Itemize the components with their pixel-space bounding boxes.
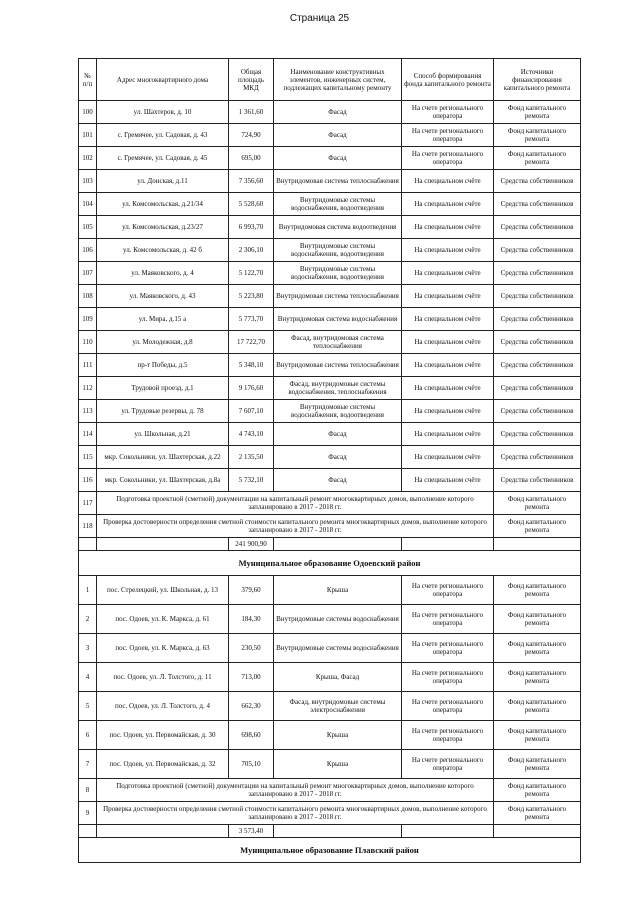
total-value-a: 241 900,90 — [229, 538, 274, 551]
row-method: На счете регионального оператора — [402, 147, 494, 170]
row-area: 698,60 — [229, 721, 274, 750]
table-row — [79, 605, 581, 634]
table-row — [79, 446, 581, 469]
row-num: 117 — [79, 492, 97, 515]
header-num: № п/п — [79, 59, 97, 101]
row-elements: Внутридомовые системы водоснабжения, водоотведения — [274, 193, 402, 216]
row-num: 106 — [79, 239, 97, 262]
row-description: Проверка достоверности определения сметной стоимости капитального ремонта многоквартирных домов, выполнение которого запланировано в 2017 - 2018 гг. — [97, 802, 494, 825]
table-row — [79, 377, 581, 400]
row-area: 2 306,10 — [229, 239, 274, 262]
row-num: 107 — [79, 262, 97, 285]
row-address: пос. Стрелецкий, ул. Школьная, д. 13 — [97, 576, 229, 605]
row-num: 100 — [79, 101, 97, 124]
row-source: Средства собственников — [494, 423, 581, 446]
row-num: 101 — [79, 124, 97, 147]
row-source: Фонд капитального ремонта — [494, 750, 581, 779]
header-area: Общая площадь МКД — [229, 59, 274, 101]
table-row — [79, 308, 581, 331]
row-elements: Фасад, внутридомовые системы электроснабжения — [274, 692, 402, 721]
row-source: Средства собственников — [494, 262, 581, 285]
row-address: мкр. Сокольники, ул. Шахтерская, д.8а — [97, 469, 229, 492]
row-num: 113 — [79, 400, 97, 423]
row-source: Фонд капитального ремонта — [494, 492, 581, 515]
row-address: ул. Комсомольская, д.23/27 — [97, 216, 229, 239]
row-num: 102 — [79, 147, 97, 170]
row-area: 9 176,60 — [229, 377, 274, 400]
row-elements: Внутридомовая система водоснабжения — [274, 308, 402, 331]
row-method: На специальном счёте — [402, 377, 494, 400]
row-method: На специальном счёте — [402, 469, 494, 492]
header-source: Источники финансирования капитального ремонта — [494, 59, 581, 101]
row-elements: Внутридомовые системы водоснабжения — [274, 634, 402, 663]
row-area: 2 135,50 — [229, 446, 274, 469]
table-row — [79, 147, 581, 170]
row-area: 705,10 — [229, 750, 274, 779]
row-num: 8 — [79, 779, 97, 802]
row-area: 5 732,10 — [229, 469, 274, 492]
header-method: Способ формирования фонда капитального ремонта — [402, 59, 494, 101]
row-num: 2 — [79, 605, 97, 634]
row-method: На счете регионального оператора — [402, 124, 494, 147]
row-area: 7 356,60 — [229, 170, 274, 193]
row-description: Проверка достоверности определения сметной стоимости капитального ремонта многоквартирных домов, выполнение которого запланировано в 2017 - 2018 гг. — [97, 515, 494, 538]
row-source: Фонд капитального ремонта — [494, 124, 581, 147]
row-num: 103 — [79, 170, 97, 193]
total-row-b — [79, 825, 581, 838]
row-area: 4 743,10 — [229, 423, 274, 446]
section-header-row — [79, 551, 581, 576]
table-row — [79, 469, 581, 492]
row-source: Средства собственников — [494, 354, 581, 377]
row-method: На счете регионального оператора — [402, 605, 494, 634]
row-elements: Фасад — [274, 124, 402, 147]
row-address: ул. Комсомольская, д.21/34 — [97, 193, 229, 216]
row-source: Средства собственников — [494, 377, 581, 400]
row-source: Средства собственников — [494, 216, 581, 239]
row-source: Фонд капитального ремонта — [494, 101, 581, 124]
row-elements: Фасад, внутридомовые системы водоснабжения, теплоснабжения — [274, 377, 402, 400]
row-area: 5 122,70 — [229, 262, 274, 285]
table-row — [79, 285, 581, 308]
row-address: пос. Одоев, ул. К. Маркса, д. 61 — [97, 605, 229, 634]
row-area: 6 993,70 — [229, 216, 274, 239]
row-method: На счете регионального оператора — [402, 576, 494, 605]
row-num: 108 — [79, 285, 97, 308]
row-elements: Крыша — [274, 750, 402, 779]
row-area: 5 223,80 — [229, 285, 274, 308]
table-row — [79, 779, 581, 802]
header-row — [79, 59, 581, 101]
row-address: ул. Донская, д.11 — [97, 170, 229, 193]
row-method: На специальном счёте — [402, 170, 494, 193]
row-source: Фонд капитального ремонта — [494, 692, 581, 721]
row-method: На счете регионального оператора — [402, 101, 494, 124]
row-area: 7 607,10 — [229, 400, 274, 423]
row-area: 5 773,70 — [229, 308, 274, 331]
row-source: Средства собственников — [494, 331, 581, 354]
row-num: 110 — [79, 331, 97, 354]
table-row — [79, 331, 581, 354]
row-method: На специальном счёте — [402, 308, 494, 331]
row-num: 9 — [79, 802, 97, 825]
row-method: На специальном счёте — [402, 262, 494, 285]
row-method: На счете регионального оператора — [402, 634, 494, 663]
row-address: пос. Одоев, ул. Л. Толстого, д. 11 — [97, 663, 229, 692]
row-elements: Крыша — [274, 721, 402, 750]
row-area: 5 528,60 — [229, 193, 274, 216]
row-num: 7 — [79, 750, 97, 779]
row-num: 3 — [79, 634, 97, 663]
header-elements: Наименование конструктивных элементов, инженерных систем, подлежащих капитальному ремонту — [274, 59, 402, 101]
row-method: На счете регионального оператора — [402, 721, 494, 750]
row-elements: Фасад — [274, 423, 402, 446]
row-elements: Внутридомовая система теплоснабжения — [274, 285, 402, 308]
row-address: с. Гремячее, ул. Садовая, д. 45 — [97, 147, 229, 170]
row-description: Подготовка проектной (сметной) документации на капитальный ремонт многоквартирных домов, выполнение которого запланировано в 2017 - 2018 гг. — [97, 492, 494, 515]
row-num: 118 — [79, 515, 97, 538]
row-elements: Крыша, Фасад — [274, 663, 402, 692]
table-row — [79, 400, 581, 423]
row-area: 230,50 — [229, 634, 274, 663]
row-description: Подготовка проектной (сметной) документации на капитальный ремонт многоквартирных домов, выполнение которого запланировано в 2017 - 2018 гг. — [97, 779, 494, 802]
row-elements: Фасад — [274, 446, 402, 469]
row-address: Трудовой проезд, д.1 — [97, 377, 229, 400]
table-row — [79, 721, 581, 750]
row-address: пос. Одоев, ул. Л. Толстого, д. 4 — [97, 692, 229, 721]
row-source: Средства собственников — [494, 193, 581, 216]
row-method: На специальном счёте — [402, 285, 494, 308]
row-address: с. Гремячее, ул. Садовая, д. 43 — [97, 124, 229, 147]
table-row — [79, 692, 581, 721]
capital-repair-table — [78, 58, 581, 863]
row-elements: Внутридомовая система теплоснабжения — [274, 170, 402, 193]
row-source: Средства собственников — [494, 285, 581, 308]
row-address: ул. Комсомольская, д. 42 б — [97, 239, 229, 262]
row-elements: Фасад, внутридомовая система теплоснабжения — [274, 331, 402, 354]
row-num: 114 — [79, 423, 97, 446]
row-source: Фонд капитального ремонта — [494, 147, 581, 170]
row-address: мкр. Сокольники, ул. Шахтерская, д.22 — [97, 446, 229, 469]
row-elements: Фасад — [274, 101, 402, 124]
row-method: На специальном счёте — [402, 354, 494, 377]
row-source: Фонд капитального ремонта — [494, 802, 581, 825]
total-value-b: 3 573,40 — [229, 825, 274, 838]
row-source: Средства собственников — [494, 400, 581, 423]
row-num: 105 — [79, 216, 97, 239]
row-method: На специальном счёте — [402, 400, 494, 423]
row-area: 713,00 — [229, 663, 274, 692]
row-elements: Внутридомовая система теплоснабжения — [274, 354, 402, 377]
table-row — [79, 262, 581, 285]
table-row — [79, 170, 581, 193]
row-address: ул. Школьная, д.21 — [97, 423, 229, 446]
row-address: пр-т Победы, д.5 — [97, 354, 229, 377]
row-area: 662,30 — [229, 692, 274, 721]
row-method: На специальном счёте — [402, 331, 494, 354]
row-elements: Фасад — [274, 469, 402, 492]
section-title-plavsk: Муниципальное образование Плавский район — [79, 838, 581, 863]
row-num: 115 — [79, 446, 97, 469]
table-row — [79, 750, 581, 779]
table-row — [79, 576, 581, 605]
row-method: На специальном счёте — [402, 423, 494, 446]
row-elements: Внутридомовые системы водоснабжения, водоотведения — [274, 400, 402, 423]
row-source: Фонд капитального ремонта — [494, 779, 581, 802]
table-row — [79, 802, 581, 825]
table-row — [79, 515, 581, 538]
row-elements: Внутридомовая система водоотведения — [274, 216, 402, 239]
total-row-a — [79, 538, 581, 551]
row-source: Средства собственников — [494, 446, 581, 469]
row-area: 1 361,60 — [229, 101, 274, 124]
table-row — [79, 423, 581, 446]
row-num: 104 — [79, 193, 97, 216]
table-row — [79, 239, 581, 262]
table-row — [79, 492, 581, 515]
row-num: 1 — [79, 576, 97, 605]
row-method: На счете регионального оператора — [402, 692, 494, 721]
row-num: 4 — [79, 663, 97, 692]
row-method: На счете регионального оператора — [402, 750, 494, 779]
row-source: Фонд капитального ремонта — [494, 515, 581, 538]
page-title: Страница 25 — [289, 13, 350, 24]
row-method: На специальном счёте — [402, 446, 494, 469]
row-address: пос. Одоев, ул. Первомайская, д. 30 — [97, 721, 229, 750]
row-address: ул. Трудовые резервы, д. 78 — [97, 400, 229, 423]
row-elements: Внутридомовые системы водоснабжения, водоотведения — [274, 262, 402, 285]
table-row — [79, 354, 581, 377]
table-row — [79, 193, 581, 216]
row-num: 6 — [79, 721, 97, 750]
row-address: пос. Одоев, ул. Первомайская, д. 32 — [97, 750, 229, 779]
table-row — [79, 663, 581, 692]
section-title-odoev: Муниципальное образование Одоевский район — [79, 551, 581, 576]
row-elements: Внутридомовые системы водоснабжения — [274, 605, 402, 634]
row-area: 724,90 — [229, 124, 274, 147]
row-source: Средства собственников — [494, 469, 581, 492]
row-address: ул. Шахтеров, д. 10 — [97, 101, 229, 124]
row-num: 109 — [79, 308, 97, 331]
section-header-row — [79, 838, 581, 863]
row-address: пос. Одоев, ул. К. Маркса, д. 63 — [97, 634, 229, 663]
row-area: 184,30 — [229, 605, 274, 634]
row-source: Средства собственников — [494, 239, 581, 262]
row-source: Фонд капитального ремонта — [494, 576, 581, 605]
table-row — [79, 101, 581, 124]
row-source: Средства собственников — [494, 308, 581, 331]
row-method: На счете регионального оператора — [402, 663, 494, 692]
row-source: Средства собственников — [494, 170, 581, 193]
row-address: ул. Маяковского, д. 43 — [97, 285, 229, 308]
table-row — [79, 216, 581, 239]
row-source: Фонд капитального ремонта — [494, 634, 581, 663]
row-num: 116 — [79, 469, 97, 492]
row-address: ул. Мира, д.15 а — [97, 308, 229, 331]
row-elements: Фасад — [274, 147, 402, 170]
header-address: Адрес многоквартирного дома — [97, 59, 229, 101]
row-method: На специальном счёте — [402, 216, 494, 239]
row-source: Фонд капитального ремонта — [494, 663, 581, 692]
row-source: Фонд капитального ремонта — [494, 605, 581, 634]
row-address: ул. Молодежная, д.8 — [97, 331, 229, 354]
row-address: ул. Маяковского, д. 4 — [97, 262, 229, 285]
row-source: Фонд капитального ремонта — [494, 721, 581, 750]
row-num: 111 — [79, 354, 97, 377]
table-row — [79, 124, 581, 147]
row-area: 5 348,10 — [229, 354, 274, 377]
table-row — [79, 634, 581, 663]
row-area: 695,00 — [229, 147, 274, 170]
row-area: 379,60 — [229, 576, 274, 605]
row-num: 5 — [79, 692, 97, 721]
row-elements: Крыша — [274, 576, 402, 605]
row-num: 112 — [79, 377, 97, 400]
row-method: На специальном счёте — [402, 239, 494, 262]
row-elements: Внутридомовые системы водоснабжения, водоотведения — [274, 239, 402, 262]
row-method: На специальном счёте — [402, 193, 494, 216]
row-area: 17 722,70 — [229, 331, 274, 354]
